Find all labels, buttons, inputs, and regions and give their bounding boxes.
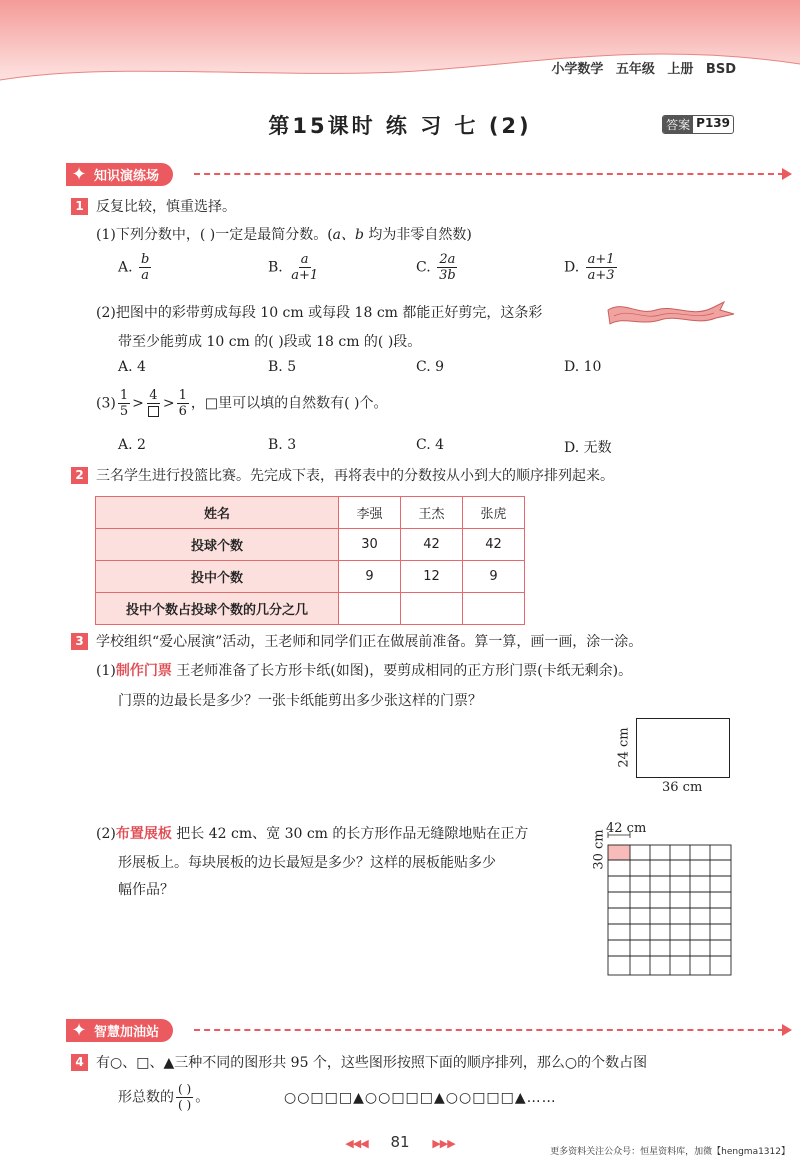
option-c[interactable]: C. 9: [416, 359, 445, 375]
table-row: [96, 561, 525, 593]
option-a[interactable]: [118, 252, 153, 283]
option-d[interactable]: D. 无数: [564, 440, 612, 456]
table-cell: 9: [339, 561, 401, 593]
subquestion-3-2-line3: 幅作品？: [118, 882, 174, 898]
board-grid[interactable]: [606, 831, 734, 977]
greater-than: >: [132, 395, 144, 412]
subquestion-3-2-line1: [96, 823, 528, 843]
card-height-label: 24 cm: [616, 727, 632, 768]
header-meta: 小学数学 五年级 上册 BSD: [551, 62, 736, 77]
option-c[interactable]: [416, 252, 460, 283]
denominator: a+3: [587, 268, 615, 283]
answer-page: P139: [696, 116, 730, 130]
denominator: 5: [119, 404, 129, 419]
subquestion-tag: 制作门票: [115, 663, 172, 679]
subquestion-prefix: (2): [96, 826, 116, 842]
answer-cell[interactable]: [401, 593, 463, 625]
table-cell: 9: [463, 561, 525, 593]
table-cell: 李强: [339, 497, 401, 529]
table-row: [96, 497, 525, 529]
numerator: a: [300, 252, 309, 267]
answer-cell[interactable]: [463, 593, 525, 625]
question-number: 4: [71, 1054, 88, 1071]
subquestion-text: 把长 42 cm、宽 30 cm 的长方形作品无缝隙地贴在正方: [171, 826, 529, 842]
subquestion-text: 均为非零自然数): [363, 227, 472, 243]
table-header-cell: 投球个数: [96, 529, 339, 561]
section-arrow-icon: [782, 1024, 792, 1036]
option-b[interactable]: [268, 252, 322, 283]
numerator-blank[interactable]: ( ): [178, 1082, 192, 1096]
table-cell: 张虎: [463, 497, 525, 529]
section-arrow-icon: [782, 168, 792, 180]
section-wisdom: [66, 1019, 173, 1041]
numerator: 1: [178, 388, 187, 403]
fraction: [118, 388, 130, 419]
section-wisdom-label: 智慧加油站: [66, 1019, 173, 1042]
subquestion-1-2-line2: 带至少能剪成 10 cm 的( )段或 18 cm 的( )段。: [118, 334, 422, 350]
variables: a、b: [332, 227, 364, 243]
answer-label: 答案: [663, 116, 693, 133]
subquestion-prefix: (3): [96, 395, 116, 412]
answer-cell[interactable]: [339, 593, 401, 625]
numerator: b: [141, 252, 150, 267]
footer-note: 更多资料关注公众号：恒星资料库，加微【hengma1312】: [550, 1147, 790, 1157]
question-stem-line2: [118, 1082, 209, 1113]
option-a[interactable]: A. 4: [118, 359, 146, 375]
option-label: A.: [118, 259, 133, 276]
denominator: a+1: [291, 268, 319, 283]
option-c[interactable]: C. 4: [416, 437, 445, 453]
denominator: 6: [178, 404, 187, 419]
numerator: 2a: [439, 252, 456, 267]
subquestion-3-1-line1: [96, 660, 632, 680]
answer-fraction[interactable]: [176, 1082, 193, 1113]
table-cell: 42: [463, 529, 525, 561]
option-d[interactable]: D. 10: [564, 359, 602, 375]
header-band: [0, 0, 800, 92]
question-text: 形总数的: [118, 1089, 174, 1106]
question-number: 2: [71, 467, 88, 484]
option-d[interactable]: [564, 252, 619, 283]
subquestion-text: 王老师准备了长方形卡纸(如图)，要剪成相同的正方形门票(卡纸无剩余)。: [171, 663, 633, 679]
fraction: [177, 388, 189, 419]
shape-sequence: ○○□□□▲○○□□□▲○○□□□▲……: [284, 1090, 557, 1106]
subquestion-tag: 布置展板: [115, 826, 172, 842]
section-star-icon: ✦: [71, 163, 87, 185]
page-title: 第15课时 练 习 七 (2): [268, 114, 532, 138]
subquestion-prefix: (1): [96, 663, 116, 679]
option-label: C.: [416, 259, 431, 276]
subquestion-1-1: [96, 224, 472, 244]
table-cell: 12: [401, 561, 463, 593]
question-number: 1: [71, 198, 88, 215]
subquestion-3-1-line2: 门票的边最长是多少？一张卡纸能剪出多少张这样的门票？: [118, 693, 482, 709]
numerator: 1: [119, 388, 129, 403]
prev-arrows-icon: ◀◀◀: [345, 1137, 368, 1150]
fraction: [586, 252, 617, 283]
question-stem: 反复比较，慎重选择。: [96, 199, 236, 215]
denominator: a: [141, 268, 150, 283]
table-header-cell: 投中个数: [96, 561, 339, 593]
denominator-box: [146, 404, 161, 419]
table-cell: 42: [401, 529, 463, 561]
page-number-value: 81: [390, 1133, 410, 1151]
question-stem: 有○、□、▲三种不同的图形共 95 个，这些图形按照下面的顺序排列，那么○的个数占图: [96, 1055, 648, 1071]
section-divider: [194, 173, 784, 175]
subquestion-text: (1)下列分数中，( )一定是最简分数。(: [96, 227, 333, 243]
table-cell: 30: [339, 529, 401, 561]
question-stem: 三名学生进行投篮比赛。先完成下表，再将表中的分数按从小到大的顺序排列起来。: [96, 468, 614, 484]
card-width-label: 36 cm: [662, 780, 703, 795]
section-divider: [194, 1029, 784, 1031]
greater-than: >: [162, 395, 175, 412]
numerator: a+1: [587, 252, 615, 267]
blank-box[interactable]: [148, 406, 159, 417]
table-row: [96, 529, 525, 561]
fraction: [139, 252, 151, 283]
fraction: [437, 252, 458, 283]
option-label: D.: [564, 259, 580, 276]
denominator-blank[interactable]: ( ): [178, 1098, 192, 1112]
grid-height-label: 30 cm: [591, 829, 607, 870]
fraction: [146, 388, 161, 419]
subquestion-1-2-line1: (2)把图中的彩带剪成每段 10 cm 或每段 18 cm 都能正好剪完，这条彩: [96, 305, 543, 321]
table-header-cell: 姓名: [96, 497, 339, 529]
answer-reference[interactable]: [662, 115, 734, 134]
card-rectangle: [636, 718, 730, 778]
section-knowledge: [66, 163, 173, 185]
question-text: 。: [195, 1089, 210, 1106]
subquestion-1-3: [96, 388, 387, 419]
ribbon-illustration: [604, 296, 740, 332]
question-number: 3: [71, 633, 88, 650]
grid-width-label: 42 cm: [606, 821, 647, 836]
next-arrows-icon: ▶▶▶: [432, 1137, 455, 1150]
option-a[interactable]: A. 2: [118, 437, 146, 453]
section-knowledge-label: 知识演练场: [66, 163, 173, 186]
option-label: B.: [268, 259, 283, 276]
table-cell: 王杰: [401, 497, 463, 529]
fraction: [289, 252, 320, 283]
option-b[interactable]: B. 3: [268, 437, 297, 453]
numerator: 4: [149, 388, 158, 403]
denominator: 3b: [439, 268, 456, 283]
section-star-icon: ✦: [71, 1019, 87, 1041]
score-table: [95, 496, 525, 625]
table-row: [96, 593, 525, 625]
question-stem: 学校组织“爱心展演”活动，王老师和同学们正在做展前准备。算一算，画一画，涂一涂。: [96, 634, 643, 650]
option-b[interactable]: B. 5: [268, 359, 297, 375]
subquestion-3-2-line2: 形展板上。每块展板的边长最短是多少？这样的展板能贴多少: [118, 855, 496, 871]
subquestion-text: ，□里可以填的自然数有( )个。: [190, 395, 388, 412]
table-header-cell: 投中个数占投球个数的几分之几: [96, 593, 339, 625]
